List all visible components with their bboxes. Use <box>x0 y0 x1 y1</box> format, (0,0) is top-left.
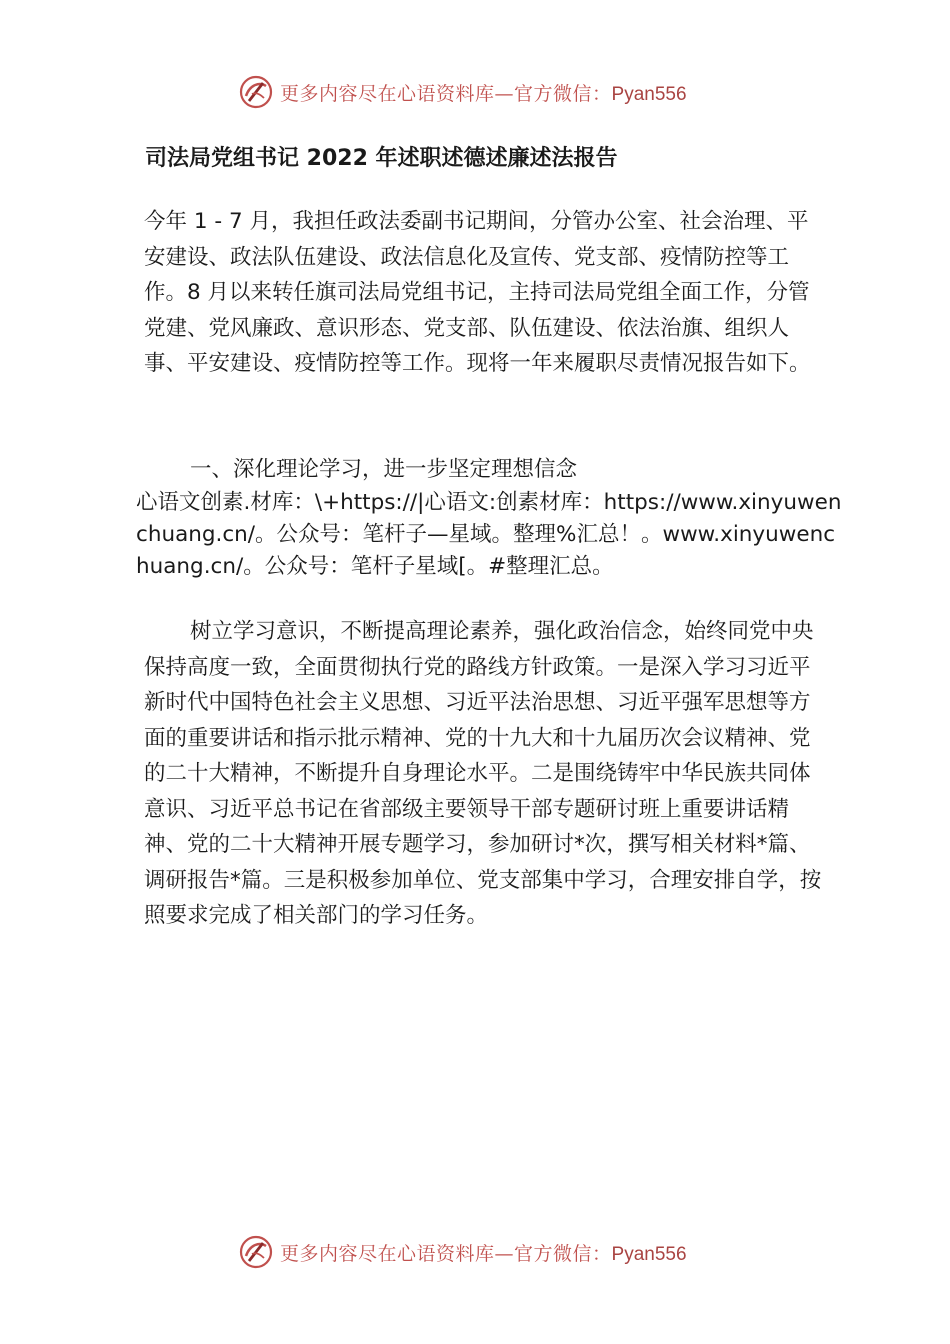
header-banner <box>238 72 758 112</box>
section-body-1: 树立学习意识，不断提高理论素养，强化政治信念，始终同党中央保持高度一致，全面贯彻执行党的路线方针政策。一是深入学习习近平新时代中国特色社会主义思想、习近平法治思想、习近平强军思想等方面的重要讲话和指示批示精神、党的十九大和十九届历次会议精神、党的二十大精神，不断提升自身理论水平。二是围绕铸牢中华民族共同体意识、习近平总书记在省部级主要领导干部专题研讨班上重要讲话精神、党的二十大精神开展专题学习，参加研讨*次，撰写相关材料*篇、调研报告*篇。三是积极参加单位、党支部集中学习，合理安排自学，按照要求完成了相关部门的学习任务。 <box>144 619 822 928</box>
promo-paragraph: 心语文创素.材库：\+https://|心语文:创素材库：https://www.xinyuwenchuang.cn/。公众号：笔杆子—星域。整理%汇总！。www.xinyuwenchuang.cn/。公众号：笔杆子星域[。#整理汇总。 <box>136 490 842 579</box>
banner-text <box>280 79 687 106</box>
banner-label: 更多内容尽在心语资料库—官方微信： <box>280 82 612 105</box>
section-heading-1: 一、深化理论学习，进一步坚定理想信念 <box>190 457 578 482</box>
banner-wechat-id: Pyan556 <box>611 83 687 105</box>
banner-label: 更多内容尽在心语资料库—官方微信： <box>280 1242 612 1265</box>
banner-wechat-id: Pyan556 <box>611 1243 687 1265</box>
document-title: 司法局党组书记 2022 年述职述德述廉述法报告 <box>145 146 618 171</box>
brand-logo-icon <box>238 1234 274 1270</box>
brand-logo-icon <box>238 74 274 110</box>
footer-banner <box>238 1232 758 1272</box>
intro-paragraph: 今年 1 - 7 月，我担任政法委副书记期间，分管办公室、社会治理、平安建设、政法队伍建设、政法信息化及宣传、党支部、疫情防控等工作。8 月以来转任旗司法局党组书记，主持司法局党组全面工作，分管党建、党风廉政、意识形态、党支部、队伍建设、依法治旗、组织人事、平安建设、疫情防控等工作。现将一年来履职尽责情况报告如下。 <box>144 209 811 376</box>
banner-text <box>280 1239 687 1266</box>
